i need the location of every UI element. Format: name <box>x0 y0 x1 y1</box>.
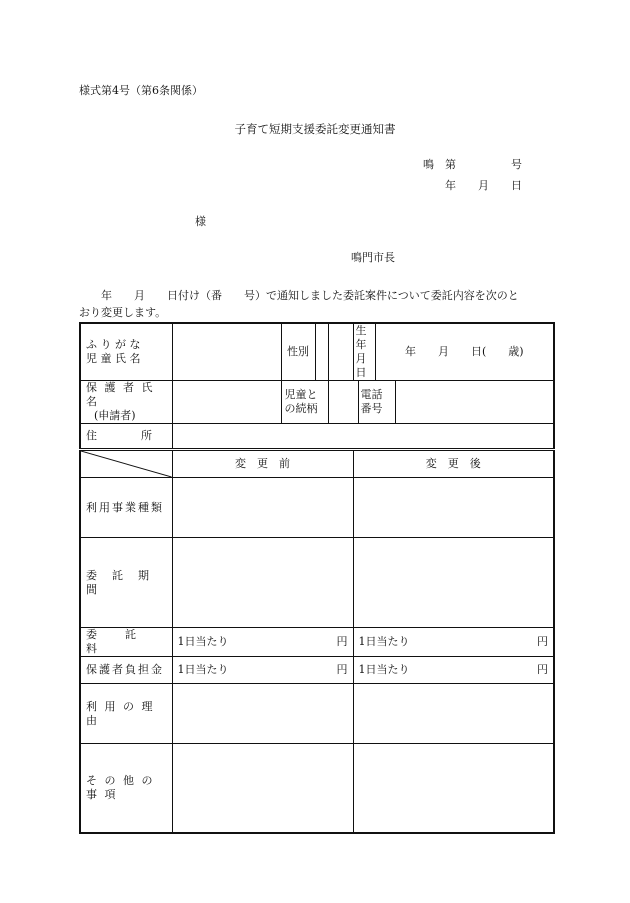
period-label: 委 託 期 間 <box>80 538 172 628</box>
birth-label-2: 月日 <box>355 352 367 379</box>
per-day-label: 1日当たり <box>358 635 410 648</box>
per-day-label: 1日当たり <box>177 663 229 676</box>
address-label: 住 所 <box>80 424 172 450</box>
fee-before[interactable] <box>172 628 353 657</box>
document-number: 鳴 第 号 <box>423 158 522 171</box>
fee-row <box>80 628 554 657</box>
document-date: 年 月 日 <box>445 179 522 192</box>
yen-label: 円 <box>537 663 549 676</box>
child-name-field[interactable] <box>172 323 281 381</box>
birth-date-field[interactable]: 年 月 日( 歳) <box>375 323 554 381</box>
guardian-label: 保 護 者 氏 名 <box>86 381 155 408</box>
burden-before[interactable] <box>172 657 353 684</box>
furigana-label: ふ り が な <box>86 338 141 351</box>
guardian-label-cell <box>80 381 172 424</box>
phone-label <box>358 381 395 424</box>
yen-label: 円 <box>537 635 549 648</box>
period-before[interactable] <box>172 538 353 628</box>
address-row <box>80 424 554 450</box>
before-header: 変 更 前 <box>172 450 353 478</box>
gender-label: 性別 <box>281 323 315 381</box>
relation-label-1: 児童と <box>284 388 318 401</box>
reason-label: 利 用 の 理 由 <box>80 684 172 744</box>
child-row <box>80 323 554 381</box>
body-line-1: 年 月 日付け（番 号）で通知しました委託案件について委託内容を次のと <box>79 289 519 302</box>
burden-after[interactable] <box>353 657 554 684</box>
after-header: 変 更 後 <box>353 450 554 478</box>
period-row <box>80 538 554 628</box>
reason-row <box>80 684 554 744</box>
form-number: 様式第4号（第6条関係） <box>79 84 203 97</box>
relation-field[interactable] <box>328 381 358 424</box>
guardian-name-field[interactable] <box>172 381 281 424</box>
per-day-label: 1日当たり <box>177 635 229 648</box>
address-field[interactable] <box>172 424 554 450</box>
header-row <box>80 450 554 478</box>
other-after[interactable] <box>353 744 554 833</box>
child-name-label: 児 童 氏 名 <box>86 352 141 365</box>
relation-label-2: の続柄 <box>284 402 318 415</box>
service-type-before[interactable] <box>172 478 353 538</box>
per-day-label: 1日当たり <box>358 663 410 676</box>
diagonal-corner-cell <box>80 450 172 478</box>
issuer: 鳴門市長 <box>351 251 395 264</box>
other-label: そ の 他 の 事 項 <box>80 744 172 833</box>
document-title: 子育て短期支援委託変更通知書 <box>234 122 396 136</box>
body-text <box>79 287 551 321</box>
child-name-label-cell <box>80 323 172 381</box>
spacer-cell <box>328 323 353 381</box>
fee-label: 委 託 料 <box>80 628 172 657</box>
phone-field[interactable] <box>395 381 554 424</box>
burden-label: 保護者負担金 <box>80 657 172 684</box>
reason-after[interactable] <box>353 684 554 744</box>
phone-label-2: 番号 <box>360 402 383 415</box>
service-type-after[interactable] <box>353 478 554 538</box>
body-line-2: おり変更します。 <box>79 306 167 319</box>
fee-after[interactable] <box>353 628 554 657</box>
service-type-label: 利用事業種類 <box>80 478 172 538</box>
gender-field[interactable] <box>315 323 328 381</box>
period-after[interactable] <box>353 538 554 628</box>
reason-before[interactable] <box>172 684 353 744</box>
yen-label: 円 <box>336 635 348 648</box>
addressee: 様 <box>195 215 206 228</box>
birth-label <box>353 323 375 381</box>
guardian-row <box>80 381 554 424</box>
other-row <box>80 744 554 833</box>
relation-label <box>281 381 328 424</box>
yen-label: 円 <box>336 663 348 676</box>
burden-row <box>80 657 554 684</box>
birth-label-1: 生年 <box>355 324 367 351</box>
applicant-label: (申請者) <box>94 409 136 422</box>
diagonal-line <box>81 451 172 477</box>
other-before[interactable] <box>172 744 353 833</box>
change-form-table <box>79 322 555 834</box>
service-type-row <box>80 478 554 538</box>
phone-label-1: 電話 <box>360 388 383 401</box>
